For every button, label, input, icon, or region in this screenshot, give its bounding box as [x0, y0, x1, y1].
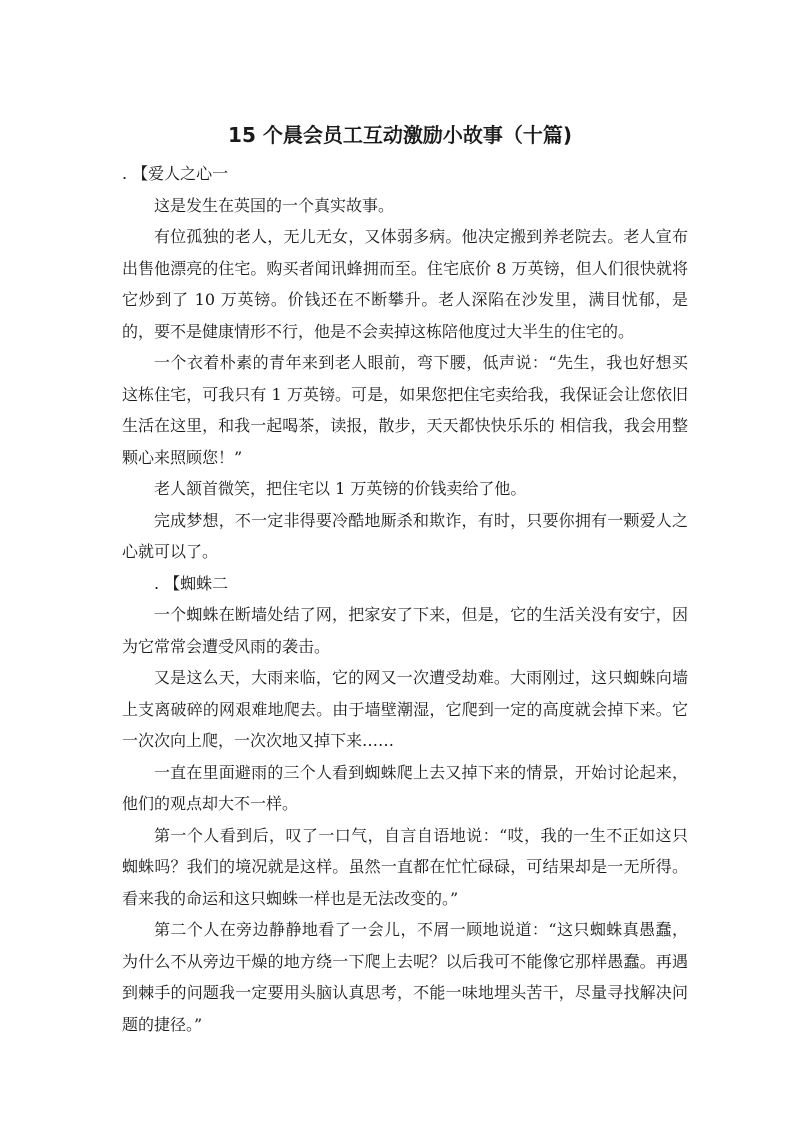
document-title: 15 个晨会员工互动激励小故事（十篇): [228, 123, 572, 147]
paragraph: 有位孤独的老人，无儿无女，又体弱多病。他决定搬到养老院去。老人宣布出售他漂亮的住宅。购买者闻讯蜂拥而至。住宅底价 8 万英镑，但人们很快就将它炒到了 10 万英镑。价钱还在不断攀升。老人深陷在沙发里，满目忧郁，是的，要不是健康情形不行，他是不会卖掉这栋陪他度过大半生的住宅的。: [122, 227, 688, 341]
paragraph: 一直在里面避雨的三个人看到蜘蛛爬上去又掉下来的情景，开始讨论起来，他们的观点却大不一样。: [122, 762, 688, 813]
paragraph: 这是发生在英国的一个真实故事。: [154, 195, 395, 215]
paragraph: 第一个人看到后，叹了一口气，自言自语地说：“哎，我的一生不正如这只蜘蛛吗？我们的境况就是这样。虽然一直都在忙忙碌碌，可结果却是一无所得。看来我的命运和这只蜘蛛一样也是无法改变的。”: [122, 825, 688, 908]
paragraph: 完成梦想，不一定非得要冷酷地厮杀和欺诈，有时，只要你拥有一颗爱人之心就可以了。: [122, 510, 688, 561]
section-heading-love: . 【爱人之心一: [122, 164, 229, 183]
document-body: [122, 158, 688, 1040]
section-heading-spider: . 【蜘蛛二: [154, 573, 229, 593]
paragraph: 第二个人在旁边静静地看了一会儿，不屑一顾地说道：“这只蜘蛛真愚蠢，为什么不从旁边干燥的地方绕一下爬上去呢？以后我可不能像它那样愚蠢。再遇到棘手的问题我一定要用头脑认真思考，不能一味地埋头苦干，尽量寻找解决问题的捷径。”: [122, 920, 688, 1034]
paragraph: 一个蜘蛛在断墙处结了网，把家安了下来，但是，它的生活关没有安宁，因为它常常会遭受风雨的袭击。: [122, 605, 688, 656]
paragraph: 又是这么天，大雨来临，它的网又一次遭受劫难。大雨刚过，这只蜘蛛向墙上支离破碎的网艰难地爬去。由于墙壁潮湿，它爬到一定的高度就会掉下来。它一次次向上爬，一次次地又掉下来……: [122, 668, 688, 750]
paragraph: 老人颔首微笑，把住宅以 1 万英镑的价钱卖给了他。: [154, 479, 527, 498]
paragraph: 一个衣着朴素的青年来到老人眼前，弯下腰，低声说：“先生，我也好想买这栋住宅，可我只有 1 万英镑。可是，如果您把住宅卖给我，我保证会让您依旧生活在这里，和我一起喝茶，读报，散步，天天都快快乐乐的 相信我，我会用整颗心来照顾您！”: [122, 353, 688, 467]
